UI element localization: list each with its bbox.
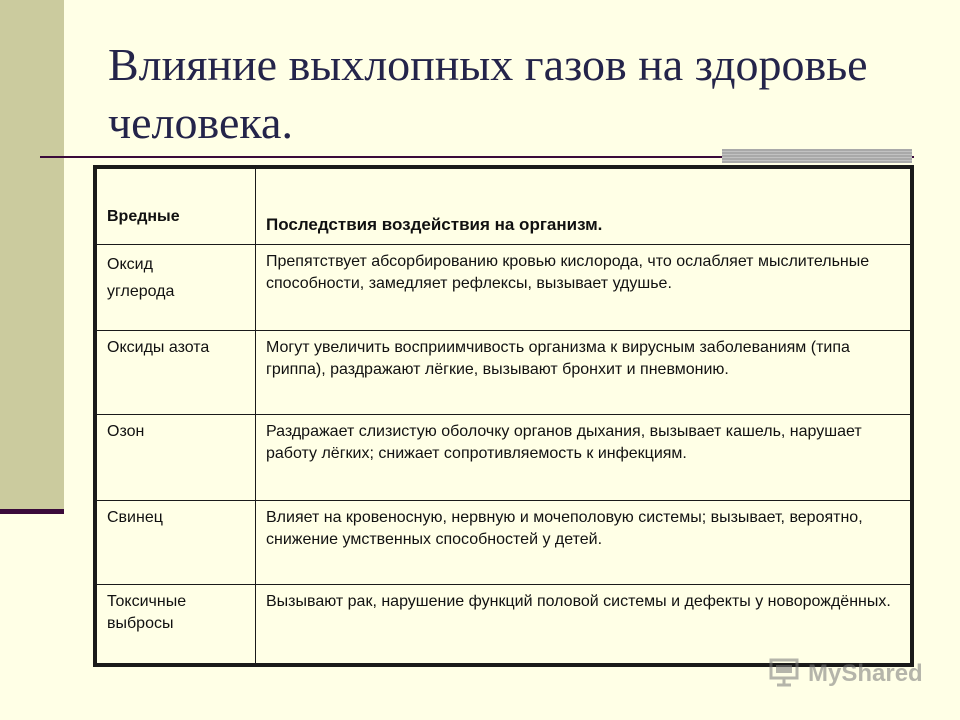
substance-line: Оксид <box>107 256 153 273</box>
watermark <box>768 652 938 696</box>
effect-cell: Могут увеличить восприимчивость организма к вирусным заболеваниям (типа гриппа), раздражают лёгкие, вызывают бронхит и пневмонию. <box>256 331 911 415</box>
table-header-row <box>97 169 911 245</box>
table-row <box>97 331 911 415</box>
presentation-icon <box>768 656 802 693</box>
substance-cell: Свинец <box>97 501 256 585</box>
effect-cell: Раздражает слизистую оболочку органов дыхания, вызывает кашель, нарушает работу лёгких; снижает сопротивляемость к инфекциям. <box>256 415 911 501</box>
effects-table-frame <box>93 165 914 667</box>
left-decor-band <box>0 0 64 512</box>
effect-cell: Влияет на кровеносную, нервную и мочеполовую системы; вызывает, вероятно, снижение умственных способностей у детей. <box>256 501 911 585</box>
table-row <box>97 415 911 501</box>
substance-cell <box>97 245 256 331</box>
effect-cell: Препятствует абсорбированию кровью кислорода, что ослабляет мыслительные способности, замедляет рефлексы, вызывает удушье. <box>256 245 911 331</box>
slide-title: Влияние выхлопных газов на здоровье человека. <box>108 39 868 148</box>
effects-table <box>96 168 911 664</box>
substance-line: углерода <box>107 283 175 300</box>
watermark-text: MyShared <box>808 660 923 687</box>
table-row <box>97 245 911 331</box>
substance-cell: Озон <box>97 415 256 501</box>
effect-cell: Вызывают рак, нарушение функций половой системы и дефекты у новорождённых. <box>256 585 911 664</box>
header-substance: Вредные <box>97 169 256 245</box>
header-effects: Последствия воздействия на организм. <box>256 169 911 245</box>
left-decor-rule <box>0 509 64 514</box>
substance-cell: Токсичные выбросы <box>97 585 256 664</box>
substance-cell: Оксиды азота <box>97 331 256 415</box>
table-row <box>97 501 911 585</box>
gray-decor-bar <box>722 149 912 163</box>
